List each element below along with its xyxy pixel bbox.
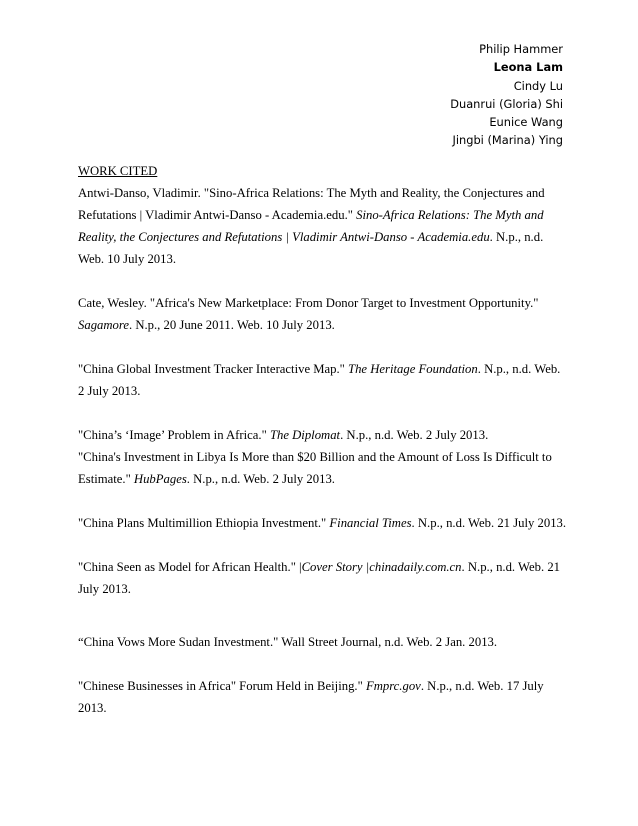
citation-entry: [78, 182, 568, 270]
citation-text: Cate, Wesley. "Africa's New Marketplace: From Donor Target to Investment Opportunity.": [78, 296, 539, 310]
citation-source-title: The Heritage Foundation: [348, 362, 478, 376]
citation-details: . N.p., n.d. Web. 10 July 2013.: [78, 230, 544, 266]
citation-details: . N.p., n.d. Web. 2 July 2013.: [186, 472, 335, 486]
citation-details: . N.p., n.d. Web. 21 July 2013.: [78, 560, 561, 596]
citation-source-title: The Diplomat: [269, 428, 341, 442]
citation-source-title: HubPages: [133, 472, 187, 486]
citation-text: Antwi-Danso, Vladimir. "Sino-Africa Relations: The Myth and Reality, the Conjectures and Refutations | Vladimir Antwi-Danso - Academia.edu.": [78, 186, 545, 222]
citation-details: . N.p., n.d. Web. 17 July 2013.: [78, 679, 544, 715]
citation-source-title: Financial Times: [329, 516, 412, 530]
works-cited-heading: WORK CITED: [78, 164, 158, 178]
citation-entry: [78, 512, 568, 534]
citation-text: "China's Investment in Libya Is More than $20 Billion and the Amount of Loss Is Difficult to Estimate.": [78, 450, 552, 486]
citation-entry: [78, 358, 568, 402]
citation-details: . N.p., n.d. Web. 2 July 2013.: [340, 428, 489, 442]
citation-text: "China Plans Multimillion Ethiopia Investment.": [78, 516, 330, 530]
citation-source-title: Sino-Africa Relations: The Myth and Reality, the Conjectures and Refutations | Vladimir Antwi-Danso - Academia.edu: [78, 208, 544, 244]
citation-details: . N.p., 20 June 2011. Web. 10 July 2013.: [128, 318, 335, 332]
citation-details: . N.p., n.d. Web. 2 July 2013.: [78, 362, 561, 398]
author-list: [450, 40, 563, 150]
citation-text: “China Vows More Sudan Investment." Wall Street Journal, n.d. Web. 2 Jan. 2013.: [78, 635, 498, 649]
citation-entry: [78, 292, 568, 336]
citation-text: "China Global Investment Tracker Interactive Map.": [78, 362, 349, 376]
author-name: Leona Lam: [493, 60, 563, 75]
works-cited-section: [78, 160, 568, 719]
author-name: Philip Hammer: [479, 42, 563, 56]
citation-entry: [78, 446, 568, 490]
citation-entry: [78, 631, 568, 653]
citation-text: "China’s ‘Image’ Problem in Africa.": [78, 428, 270, 442]
citation-entry: [78, 675, 568, 719]
citation-source-title: Fmprc.gov: [365, 679, 421, 693]
citation-source-title: Sagamore: [78, 318, 129, 332]
citation-text: "China Seen as Model for African Health." |: [78, 560, 302, 574]
citation-entry: [78, 424, 568, 446]
author-name: Eunice Wang: [489, 115, 563, 130]
author-name: Jingbi (Marina) Ying: [452, 133, 563, 148]
citation-source-title: Cover Story |chinadaily.com.cn: [301, 560, 462, 574]
citation-entry: [78, 556, 568, 600]
citation-details: . N.p., n.d. Web. 21 July 2013.: [411, 516, 567, 530]
author-name: Duanrui (Gloria) Shi: [450, 96, 563, 111]
author-name: Cindy Lu: [513, 78, 563, 93]
citation-text: "Chinese Businesses in Africa" Forum Held in Beijing.": [78, 679, 366, 693]
